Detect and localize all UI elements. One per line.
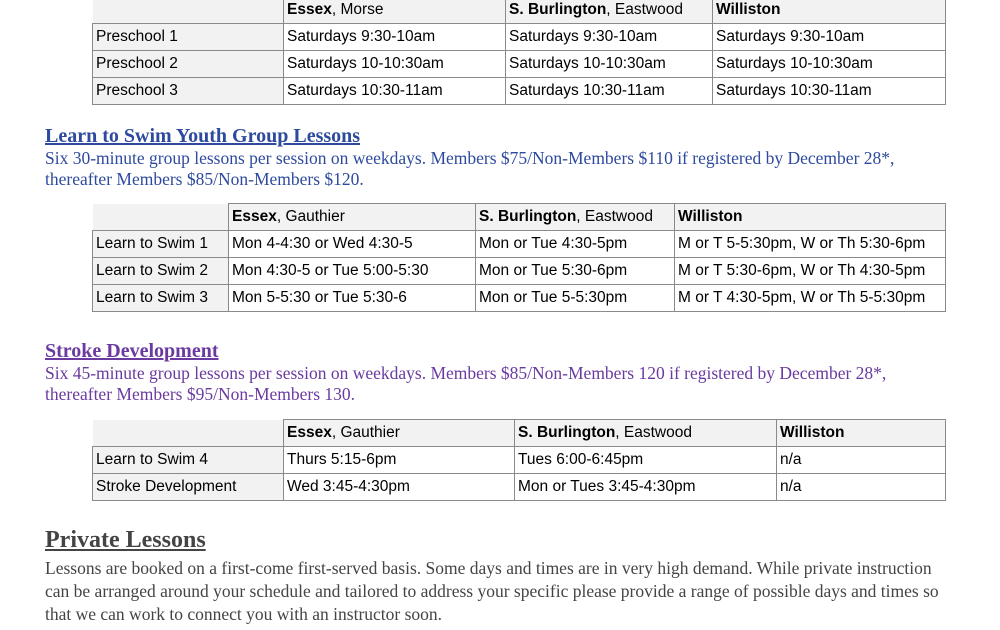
table-cell: Saturdays 9:30-10am — [713, 24, 946, 51]
table-cell: Mon 4-4:30 or Wed 4:30-5 — [229, 231, 476, 258]
table-cell: Saturdays 10:30-11am — [506, 78, 713, 105]
stroke-development-title[interactable]: Stroke Development — [45, 340, 219, 362]
learn-to-swim-description: Six 30-minute group lessons per session on weekdays. Members $75/Non-Members $110 if registered by December 28*, thereafter Members $85/Non-Members $120. — [45, 148, 895, 189]
table-cell: Saturdays 10-10:30am — [506, 51, 713, 78]
table-row — [93, 447, 946, 474]
table-cell: Mon or Tue 5:30-6pm — [476, 258, 675, 285]
table-cell: Saturdays 9:30-10am — [506, 24, 713, 51]
column-header-williston: Williston — [713, 0, 946, 24]
row-label: Learn to Swim 3 — [93, 285, 229, 312]
column-header-south-burlington: S. Burlington, Eastwood — [476, 204, 675, 231]
table-row — [93, 474, 946, 501]
row-label: Learn to Swim 2 — [93, 258, 229, 285]
table-cell: Thurs 5:15-6pm — [284, 447, 515, 474]
stroke-development-schedule-table — [92, 419, 946, 501]
row-label: Learn to Swim 4 — [93, 447, 284, 474]
column-header-williston: Williston — [777, 420, 946, 447]
row-label: Stroke Development — [93, 474, 284, 501]
row-label: Learn to Swim 1 — [93, 231, 229, 258]
table-cell: Saturdays 10:30-11am — [284, 78, 506, 105]
table-cell: Saturdays 9:30-10am — [284, 24, 506, 51]
table-row — [93, 78, 946, 105]
column-header-williston: Williston — [675, 204, 946, 231]
table-cell: Mon or Tue 4:30-5pm — [476, 231, 675, 258]
table-cell: Mon or Tue 5-5:30pm — [476, 285, 675, 312]
learn-to-swim-schedule-table — [92, 203, 946, 312]
table-row — [93, 285, 946, 312]
table-cell: Wed 3:45-4:30pm — [284, 474, 515, 501]
table-cell: Saturdays 10:30-11am — [713, 78, 946, 105]
row-label: Preschool 1 — [93, 24, 284, 51]
table-cell: n/a — [777, 447, 946, 474]
table-header-row — [93, 420, 946, 447]
row-label: Preschool 2 — [93, 51, 284, 78]
table-row — [93, 24, 946, 51]
row-label: Preschool 3 — [93, 78, 284, 105]
table-cell: Tues 6:00-6:45pm — [515, 447, 777, 474]
table-cell: Mon 4:30-5 or Tue 5:00-5:30 — [229, 258, 476, 285]
column-header-essex: Essex, Morse — [284, 0, 506, 24]
empty-corner-cell — [93, 204, 229, 231]
table-cell: Mon or Tues 3:45-4:30pm — [515, 474, 777, 501]
empty-corner-cell — [93, 420, 284, 447]
table-cell: M or T 4:30-5pm, W or Th 5-5:30pm — [675, 285, 946, 312]
learn-to-swim-title[interactable]: Learn to Swim Youth Group Lessons — [45, 125, 361, 147]
table-cell: M or T 5-5:30pm, W or Th 5:30-6pm — [675, 231, 946, 258]
table-row — [93, 258, 946, 285]
private-lessons-description: Lessons are booked on a first-come first-served basis. Some days and times are in very high demand. While private instruction can be arranged around your schedule and tailored to address your specific please provide a range of possible days and times so that we can work to connect you with an instructor soon. — [45, 558, 939, 624]
table-header-row — [93, 0, 946, 24]
table-header-row — [93, 204, 946, 231]
column-header-essex: Essex, Gauthier — [229, 204, 476, 231]
stroke-development-description: Six 45-minute group lessons per session on weekdays. Members $85/Non-Members 120 if registered by December 28*, thereafter Members $95/Non-Members 130. — [45, 363, 887, 404]
preschool-schedule-table — [92, 0, 946, 105]
column-header-south-burlington: S. Burlington, Eastwood — [515, 420, 777, 447]
table-cell: M or T 5:30-6pm, W or Th 4:30-5pm — [675, 258, 946, 285]
table-row — [93, 51, 946, 78]
table-cell: n/a — [777, 474, 946, 501]
empty-corner-cell — [93, 0, 284, 24]
table-row — [93, 231, 946, 258]
table-cell: Mon 5-5:30 or Tue 5:30-6 — [229, 285, 476, 312]
table-cell: Saturdays 10-10:30am — [284, 51, 506, 78]
column-header-south-burlington: S. Burlington, Eastwood — [506, 0, 713, 24]
column-header-essex: Essex, Gauthier — [284, 420, 515, 447]
private-lessons-title[interactable]: Private Lessons — [45, 527, 206, 553]
table-cell: Saturdays 10-10:30am — [713, 51, 946, 78]
